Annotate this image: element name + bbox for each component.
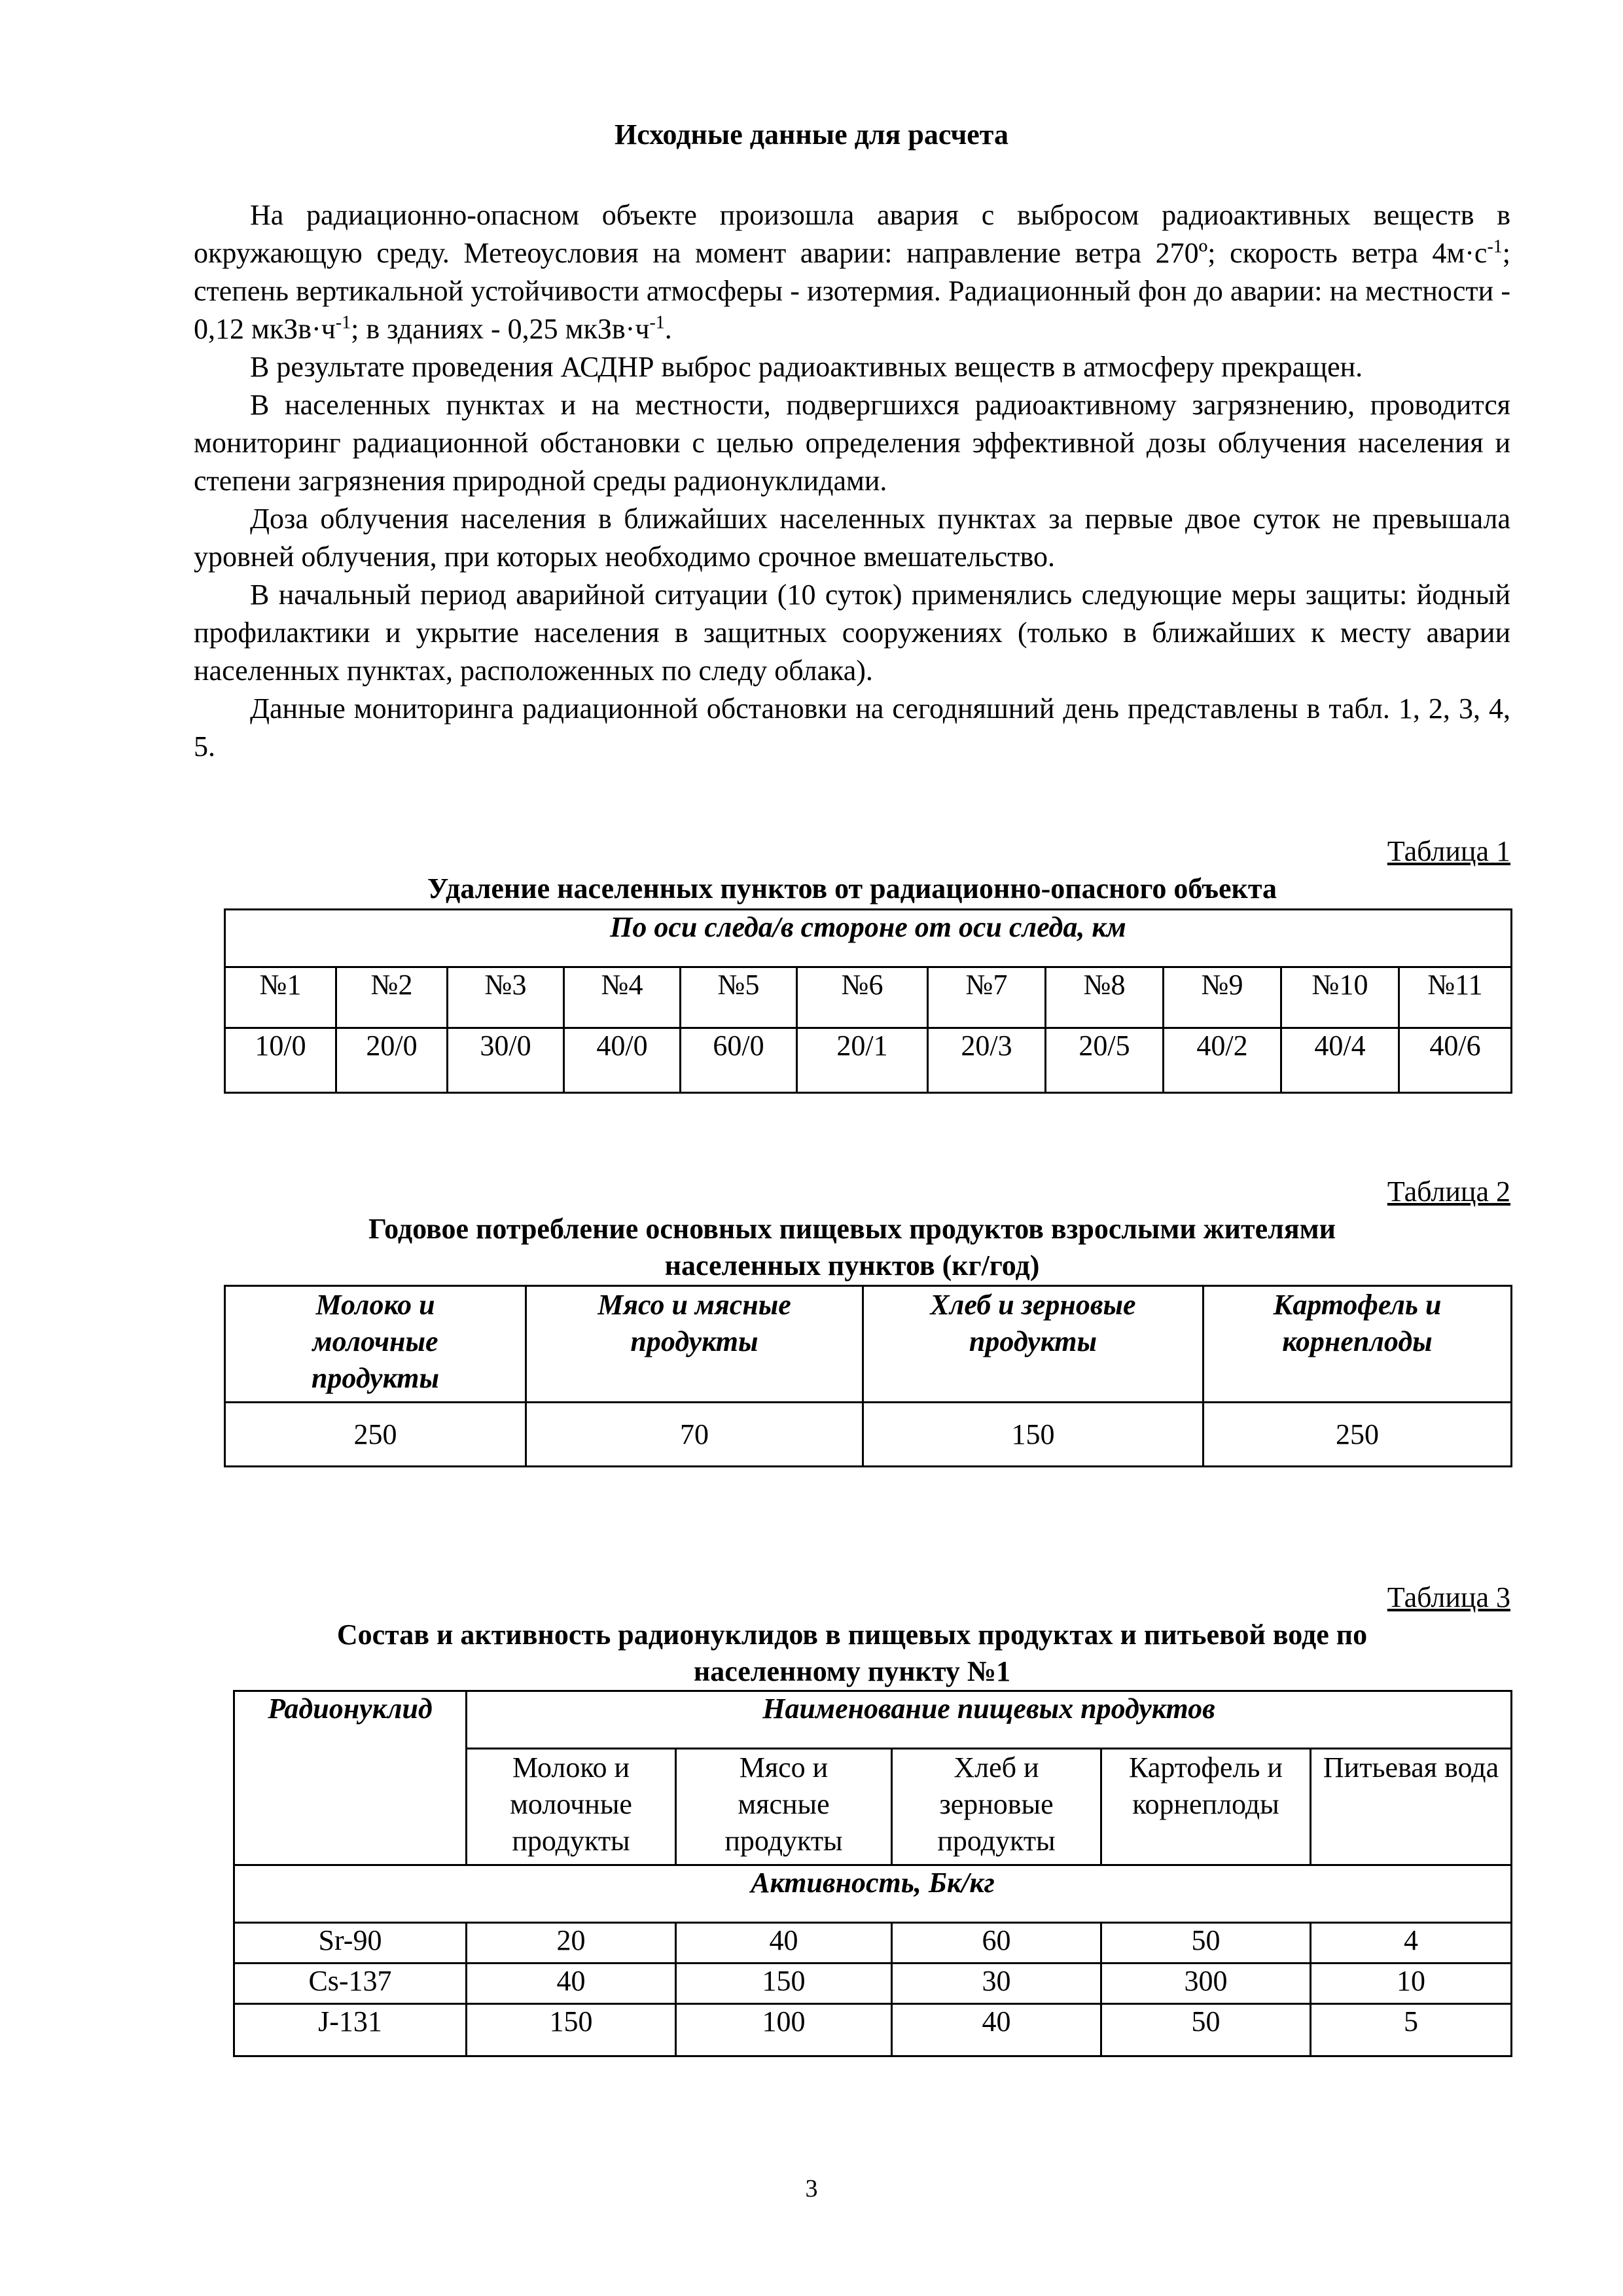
table3-cell: 60 (892, 1923, 1101, 1964)
table1-cell: 20/0 (336, 1028, 448, 1093)
table2-cell: 70 (526, 1403, 863, 1467)
table1-cell: 60/0 (681, 1028, 797, 1093)
table3-product: Питьевая вода (1311, 1749, 1512, 1865)
table2-header: Молоко и молочные продукты (225, 1286, 526, 1403)
table1-value-row (225, 1028, 1512, 1093)
table1-header-row (225, 967, 1512, 1028)
table3-nuclide: Cs-137 (234, 1964, 467, 2004)
table3-product: Картофель и корнеплоды (1101, 1749, 1311, 1865)
paragraph-1: На радиационно-опасном объекте произошла авария с выбросом радиоактивных веществ в окружающую среду. Метеоусловия на момент аварии: направление ветра 270º; скорость ветра $4м\cdot с^{-1}$; степень вертикальной устойчивости атмосферы - изотермия. Радиационный фон до аварии: на местности - 0,12 $мкЗв\cdot ч^{-1}$; в зданиях - 0,25 $мкЗв\cdot ч^{-1}$. (194, 199, 1510, 345)
paragraph-4: Доза облучения населения в ближайших населенных пунктах за первые двое суток не превышала уровней облучения, при которых необходимо срочное вмешательство. (194, 503, 1510, 573)
table1-col: №2 (336, 967, 448, 1028)
paragraph-6: Данные мониторинга радиационной обстановки на сегодняшний день представлены в табл. 1, 2, 3, 4, 5. (194, 692, 1510, 762)
table1-caption: Удаление населенных пунктов от радиационно-опасного объекта (427, 872, 1277, 905)
table1-cell: 40/4 (1281, 1028, 1399, 1093)
table2-caption: Годовое потребление основных пищевых продуктов взрослыми жителями населенных пунктов (кг/год) (368, 1213, 1336, 1282)
table1-cell: 20/5 (1046, 1028, 1164, 1093)
page-title: Исходные данные для расчета (615, 118, 1008, 151)
table3-nuclide: J-131 (234, 2004, 467, 2056)
table3-cell: 150 (467, 2004, 676, 2056)
table1-col: №9 (1164, 967, 1281, 1028)
table3-caption: Состав и активность радионуклидов в пищевых продуктах и питьевой воде по населенному пункту №1 (336, 1619, 1368, 1687)
table2-cell: 150 (863, 1403, 1204, 1467)
table1-col: №11 (1399, 967, 1512, 1028)
table3-product: Мясо и мясные продукты (676, 1749, 892, 1865)
table3-product: Молоко и молочные продукты (467, 1749, 676, 1865)
table2 (224, 1285, 1512, 1467)
table3-products-header: Наименование пищевых продуктов (467, 1691, 1512, 1749)
table1-col: №7 (928, 967, 1046, 1028)
table-row (234, 2004, 1512, 2056)
paragraph-5: В начальный период аварийной ситуации (10 суток) применялись следующие меры защиты: йодный профилактики и укрытие населения в защитных сооружениях (только в ближайших к месту аварии населенных пунктах, расположенных по следу облака). (194, 579, 1510, 687)
table3-radionuclide-header: Радионуклид (234, 1691, 467, 1865)
page-number: 3 (805, 2175, 818, 2202)
table2-value-row (225, 1403, 1512, 1467)
table3-cell: 5 (1311, 2004, 1512, 2056)
table1-cell: 30/0 (448, 1028, 564, 1093)
table3-label: Таблица 3 (1387, 1581, 1510, 1613)
table2-header: Хлеб и зерновые продукты (863, 1286, 1204, 1403)
table1-col: №5 (681, 967, 797, 1028)
table3-nuclide: Sr-90 (234, 1923, 467, 1964)
table3-cell: 40 (676, 1923, 892, 1964)
table1-cell: 10/0 (225, 1028, 336, 1093)
table3-cell: 300 (1101, 1964, 1311, 2004)
table3-cell: 30 (892, 1964, 1101, 2004)
paragraph-3: В населенных пунктах и на местности, подвергшихся радиоактивному загрязнению, проводится мониторинг радиационной обстановки с целью определения эффективной дозы облучения населения и степени загрязнения природной среды радионуклидами. (194, 389, 1510, 497)
table2-header: Картофель и корнеплоды (1204, 1286, 1512, 1403)
table2-cell: 250 (225, 1403, 526, 1467)
table3-cell: 100 (676, 2004, 892, 2056)
table1-cell: 40/0 (564, 1028, 681, 1093)
table1-label: Таблица 1 (1387, 835, 1510, 867)
table1-cell: 20/3 (928, 1028, 1046, 1093)
table2-cell: 250 (1204, 1403, 1512, 1467)
table2-header-row (225, 1286, 1512, 1403)
table1-col: №3 (448, 967, 564, 1028)
table1-cell: 40/6 (1399, 1028, 1512, 1093)
table3-product: Хлеб и зерновые продукты (892, 1749, 1101, 1865)
table-row (234, 1923, 1512, 1964)
table2-label: Таблица 2 (1387, 1175, 1510, 1208)
table1-cell: 20/1 (797, 1028, 928, 1093)
paragraph-2: В результате проведения АСДНР выброс радиоактивных веществ в атмосферу прекращен. (250, 351, 1363, 383)
table3-cell: 20 (467, 1923, 676, 1964)
table2-header: Мясо и мясные продукты (526, 1286, 863, 1403)
table3-cell: 40 (892, 2004, 1101, 2056)
table3-activity-header: Активность, Бк/кг (234, 1865, 1512, 1923)
table1-col: №8 (1046, 967, 1164, 1028)
table1-col: №10 (1281, 967, 1399, 1028)
table-row (234, 1964, 1512, 2004)
table3-cell: 50 (1101, 1923, 1311, 1964)
table1-col: №6 (797, 967, 928, 1028)
table3-cell: 40 (467, 1964, 676, 2004)
table3-cell: 150 (676, 1964, 892, 2004)
table1-col: №1 (225, 967, 336, 1028)
table3-cell: 10 (1311, 1964, 1512, 2004)
table1 (224, 908, 1512, 1094)
table3 (233, 1690, 1512, 2057)
table1-cell: 40/2 (1164, 1028, 1281, 1093)
table1-col: №4 (564, 967, 681, 1028)
intro-text (194, 196, 1510, 766)
table3-cell: 50 (1101, 2004, 1311, 2056)
table3-cell: 4 (1311, 1923, 1512, 1964)
table1-subheader: По оси следа/в стороне от оси следа, км (225, 910, 1512, 967)
